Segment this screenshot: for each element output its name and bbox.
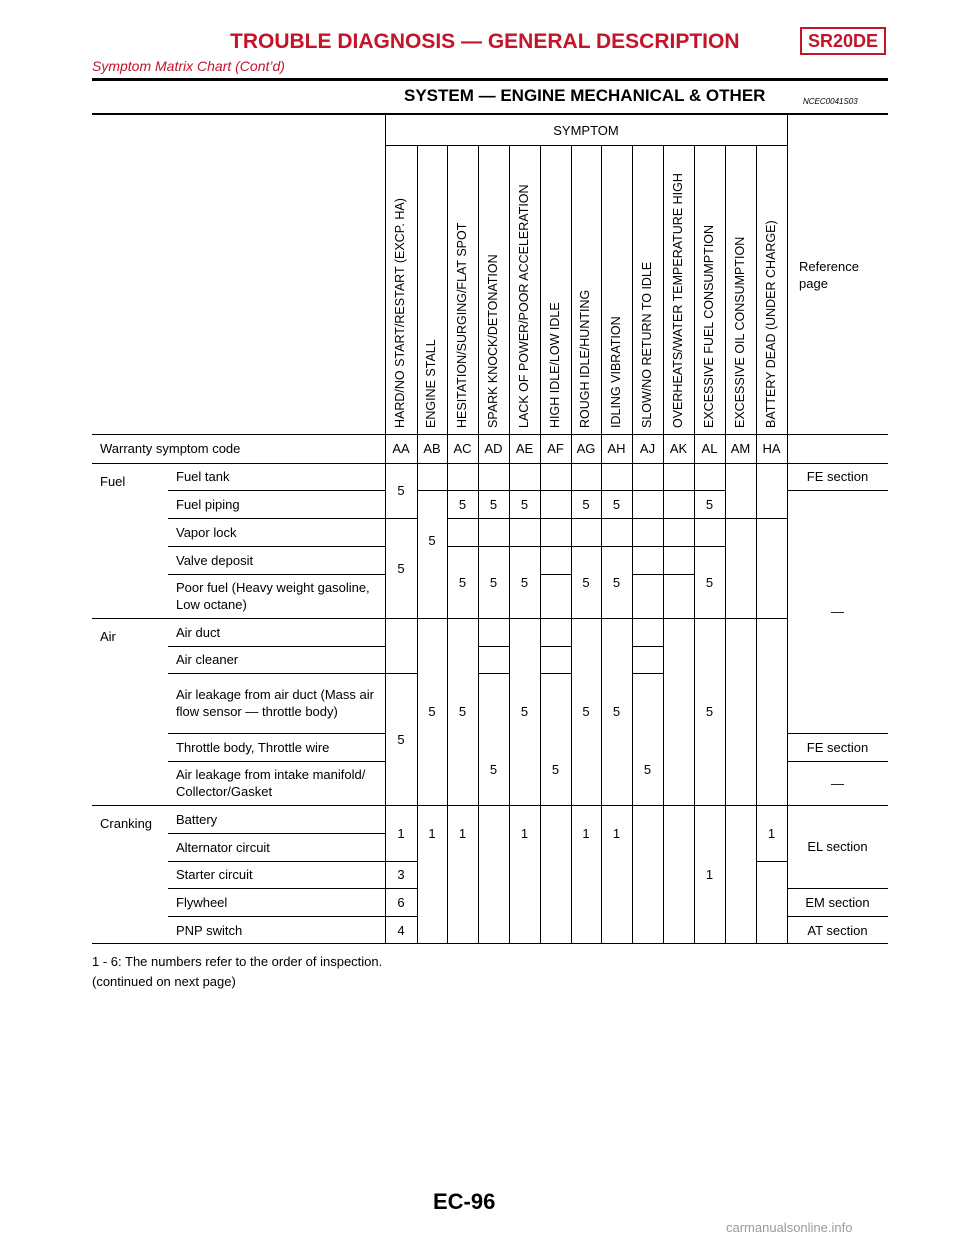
- symptom-label: OVERHEATS/WATER TEMPERATURE HIGH: [670, 173, 685, 428]
- symptom-label: HARD/NO START/RESTART (EXCP. HA): [393, 198, 407, 428]
- reference-cell: EL section: [807, 839, 868, 854]
- symptom-label: ROUGH IDLE/HUNTING: [578, 289, 592, 428]
- table-rule: [632, 546, 663, 547]
- table-rule: [787, 761, 888, 762]
- warranty-code: AH: [607, 441, 626, 456]
- rating-cell: 3: [397, 867, 405, 882]
- rating-cell: 5: [582, 496, 590, 512]
- warranty-code: AC: [453, 441, 472, 456]
- reference-cell: EM section: [805, 894, 870, 910]
- symptom-label: BATTERY DEAD (UNDER CHARGE): [763, 220, 778, 428]
- table-rule: [447, 546, 478, 547]
- group-label: Cranking: [100, 816, 153, 831]
- table-rule: [168, 888, 385, 889]
- table-rule: [663, 618, 694, 619]
- rating-cell: 5: [397, 483, 405, 498]
- table-rule: [417, 805, 447, 806]
- table-rule: [601, 145, 602, 944]
- symptom-label: ENGINE STALL: [424, 339, 438, 428]
- item-label: Poor fuel (Heavy weight gasoline, Low octane): [176, 580, 370, 612]
- table-rule: [385, 115, 386, 944]
- warranty-code: AB: [423, 441, 441, 456]
- table-rule: [509, 145, 510, 944]
- table-rule: [787, 463, 888, 464]
- table-rule: [385, 916, 417, 917]
- warranty-code: AM: [730, 441, 751, 456]
- table-rule: [787, 115, 788, 944]
- rating-cell: 5: [582, 704, 590, 719]
- table-rule: [417, 490, 447, 491]
- section-code: NCEC0041S03: [803, 97, 858, 106]
- rating-cell: 5: [397, 731, 405, 747]
- table-rule: [571, 805, 601, 806]
- reference-cell: —: [831, 775, 844, 791]
- header-subtitle: Symptom Matrix Chart (Cont’d): [92, 58, 285, 74]
- warranty-code: AE: [515, 441, 534, 456]
- table-rule: [540, 546, 571, 547]
- table-rule: [168, 833, 385, 834]
- table-rule: [478, 805, 509, 806]
- table-rule: [756, 805, 787, 806]
- rating-cell: 1: [705, 867, 714, 882]
- rating-cell: 5: [428, 704, 436, 719]
- table-rule: [663, 145, 664, 944]
- rating-cell: 4: [397, 922, 405, 938]
- rating-cell: 5: [551, 761, 560, 777]
- table-rule: [168, 574, 385, 575]
- warranty-code: AL: [701, 441, 718, 456]
- table-rule: [385, 888, 417, 889]
- rating-cell: 5: [612, 496, 621, 512]
- group-label: Air: [100, 629, 116, 644]
- table-rule: [168, 733, 385, 734]
- item-label: Air leakage from intake manifold/ Collector/Gasket: [176, 767, 366, 799]
- table-rule: [632, 574, 663, 575]
- rating-cell: 1: [767, 825, 776, 841]
- rating-cell: 5: [705, 704, 714, 719]
- table-rule: [478, 145, 479, 944]
- continued-note: (continued on next page): [92, 974, 236, 989]
- item-label: Alternator circuit: [176, 839, 270, 855]
- warranty-code: AF: [547, 441, 564, 456]
- table-rule: [509, 490, 540, 491]
- table-rule: [385, 861, 417, 862]
- table-rule: [478, 518, 509, 519]
- table-rule: [478, 618, 509, 619]
- rating-cell: 5: [489, 761, 498, 777]
- table-rule: [663, 518, 694, 519]
- table-rule: [632, 618, 663, 619]
- rating-cell: 5: [458, 704, 467, 719]
- table-rule: [632, 145, 633, 944]
- warranty-label: Warranty symptom code: [100, 441, 241, 456]
- table-rule: [447, 805, 478, 806]
- page-number: EC-96: [433, 1189, 496, 1214]
- rating-cell: 1: [520, 825, 529, 841]
- table-rule: [92, 618, 385, 619]
- table-rule: [540, 673, 571, 674]
- table-rule: [168, 646, 385, 647]
- reference-cell: AT section: [807, 922, 868, 938]
- symptom-label: HESITATION/SURGING/FLAT SPOT: [454, 222, 469, 428]
- rating-cell: 1: [612, 825, 621, 841]
- table-rule: [92, 463, 787, 464]
- table-rule: [168, 673, 385, 674]
- table-rule: [509, 618, 540, 619]
- table-rule: [601, 618, 632, 619]
- rating-cell: 1: [397, 825, 405, 841]
- table-rule: [787, 805, 888, 806]
- item-label: Air duct: [176, 624, 221, 640]
- table-rule: [168, 518, 385, 519]
- symptom-label: LACK OF POWER/POOR ACCELERATION: [516, 184, 531, 428]
- table-rule: [417, 618, 447, 619]
- table-rule: [632, 490, 663, 491]
- table-rule: [571, 518, 601, 519]
- table-rule: [509, 805, 540, 806]
- table-rule: [168, 916, 385, 917]
- inspection-order-note: 1 - 6: The numbers refer to the order of inspection.: [92, 954, 383, 969]
- table-rule: [601, 490, 632, 491]
- symptom-label: HIGH IDLE/LOW IDLE: [547, 302, 562, 428]
- table-rule: [385, 673, 417, 674]
- item-label: Fuel tank: [176, 469, 230, 484]
- rating-cell: 5: [428, 533, 436, 548]
- table-rule: [694, 145, 695, 944]
- table-rule: [632, 518, 663, 519]
- table-rule: [447, 618, 478, 619]
- symptom-header: SYMPTOM: [553, 122, 619, 138]
- table-rule: [663, 574, 694, 575]
- table-rule: [385, 805, 417, 806]
- rating-cell: 5: [489, 574, 498, 590]
- warranty-code: AK: [669, 441, 688, 456]
- header-title: TROUBLE DIAGNOSIS — GENERAL DESCRIPTION: [230, 30, 740, 53]
- rating-cell: 5: [612, 574, 621, 590]
- item-label: Air leakage from air duct (Mass air flow sensor — throttle body): [176, 687, 374, 719]
- symptom-label: SPARK KNOCK/DETONATION: [485, 254, 500, 428]
- rating-cell: 1: [582, 825, 590, 841]
- reference-cell: —: [831, 604, 844, 619]
- table-rule: [694, 490, 725, 491]
- table-rule: [601, 518, 632, 519]
- rating-cell: 5: [705, 496, 714, 512]
- table-rule: [540, 145, 541, 944]
- table-rule: [663, 490, 694, 491]
- section-title: SYSTEM — ENGINE MECHANICAL & OTHER: [404, 86, 766, 105]
- table-rule: [571, 490, 601, 491]
- warranty-code: HA: [762, 441, 781, 456]
- table-rule: [417, 145, 418, 944]
- table-rule: [694, 546, 725, 547]
- table-rule: [632, 805, 663, 806]
- table-rule: [447, 490, 478, 491]
- table-rule: [787, 916, 888, 917]
- table-rule: [540, 646, 571, 647]
- rating-cell: 5: [612, 704, 621, 719]
- item-label: Battery: [176, 811, 218, 827]
- table-rule: [509, 546, 540, 547]
- table-rule: [509, 518, 540, 519]
- table-rule: [694, 805, 725, 806]
- watermark: carmanualsonline.info: [726, 1220, 853, 1235]
- rating-cell: 5: [520, 704, 529, 719]
- table-rule: [540, 805, 571, 806]
- table-rule: [92, 943, 888, 944]
- table-rule: [632, 673, 663, 674]
- table-rule: [540, 574, 571, 575]
- table-rule: [571, 618, 601, 619]
- table-rule: [540, 518, 571, 519]
- rating-cell: 5: [520, 574, 529, 590]
- table-rule: [787, 733, 888, 734]
- item-label: Flywheel: [176, 894, 228, 910]
- table-rule: [478, 546, 509, 547]
- item-label: PNP switch: [176, 922, 243, 938]
- table-rule: [92, 805, 385, 806]
- reference-page-header: Reference page: [799, 258, 859, 291]
- table-rule: [694, 518, 725, 519]
- table-rule: [571, 145, 572, 944]
- table-rule: [478, 673, 509, 674]
- table-rule: [571, 546, 601, 547]
- rating-cell: 5: [397, 560, 405, 576]
- table-rule: [447, 518, 478, 519]
- table-rule: [385, 618, 417, 619]
- table-rule: [694, 618, 725, 619]
- table-rule: [385, 145, 787, 146]
- table-rule: [168, 861, 385, 862]
- table-rule: [787, 490, 888, 491]
- table-rule: [168, 546, 385, 547]
- table-rule: [632, 646, 663, 647]
- table-rule: [447, 145, 448, 944]
- table-rule: [478, 646, 509, 647]
- symptom-label: EXCESSIVE OIL CONSUMPTION: [732, 236, 747, 428]
- table-rule: [92, 434, 888, 435]
- rating-cell: 6: [397, 894, 405, 910]
- rating-cell: 1: [428, 825, 436, 841]
- table-rule: [601, 546, 632, 547]
- table-rule: [663, 546, 694, 547]
- table-rule: [663, 805, 694, 806]
- table-rule: [385, 518, 417, 519]
- item-label: Vapor lock: [176, 524, 237, 540]
- rating-cell: 5: [489, 496, 498, 512]
- rating-cell: 5: [458, 574, 467, 590]
- item-label: Starter circuit: [176, 867, 253, 882]
- symptom-label: IDLING VIBRATION: [608, 316, 623, 428]
- table-rule: [601, 805, 632, 806]
- rating-cell: 5: [582, 574, 590, 590]
- table-rule: [756, 145, 757, 944]
- reference-cell: FE section: [806, 469, 869, 484]
- rating-cell: 1: [458, 825, 467, 841]
- table-rule: [168, 490, 385, 491]
- warranty-code: AG: [576, 441, 596, 456]
- table-rule: [756, 618, 787, 619]
- item-label: Valve deposit: [176, 552, 254, 568]
- table-rule: [756, 861, 787, 862]
- item-label: Air cleaner: [176, 652, 239, 667]
- symptom-label: EXCESSIVE FUEL CONSUMPTION: [701, 224, 716, 428]
- reference-cell: FE section: [806, 739, 869, 755]
- warranty-code: AD: [484, 441, 503, 456]
- item-label: Fuel piping: [176, 496, 240, 512]
- item-label: Throttle body, Throttle wire: [176, 739, 330, 755]
- rating-cell: 5: [520, 496, 529, 512]
- table-rule: [725, 518, 756, 519]
- rating-cell: 5: [458, 496, 467, 512]
- rating-cell: 5: [643, 761, 652, 777]
- engine-badge: SR20DE: [800, 27, 886, 55]
- table-rule: [725, 618, 756, 619]
- symptom-label: SLOW/NO RETURN TO IDLE: [639, 261, 654, 428]
- rating-cell: 5: [705, 574, 714, 590]
- group-label: Fuel: [100, 474, 126, 489]
- warranty-code: AJ: [639, 441, 656, 456]
- table-rule: [540, 490, 571, 491]
- table-rule: [725, 805, 756, 806]
- table-rule: [540, 618, 571, 619]
- table-rule: [756, 518, 787, 519]
- table-rule: [168, 761, 385, 762]
- table-rule: [725, 145, 726, 944]
- warranty-code: AA: [392, 441, 410, 456]
- table-rule: [478, 490, 509, 491]
- table-rule: [787, 888, 888, 889]
